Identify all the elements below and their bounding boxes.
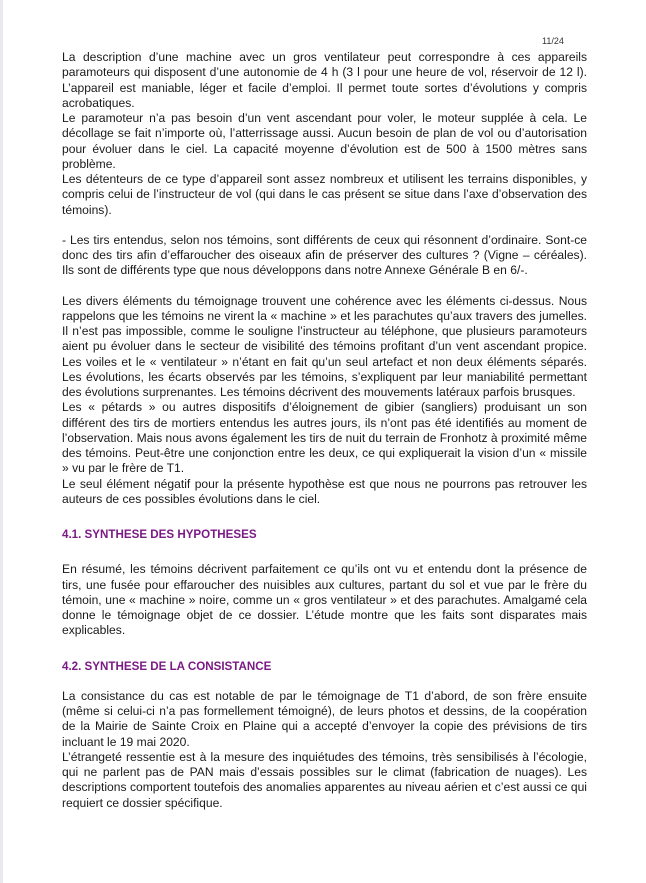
document-body — [62, 50, 587, 811]
paragraph-coherence: Les divers éléments du témoignage trouvent une cohérence avec les éléments ci-dessus. Nous rappelons que les témoins ne virent la « machine » et les parachutes qu’aux travers des jumelles. Il n’est pas impossible, comme le souligne l’instructeur au téléphone, que plusieurs paramoteurs aient pu évoluer dans le secteur de visibilité des témoins profitant d’un vent ascendant propice. Les voiles et le « ventilateur » n’étant en fait qu’un seul artefact et non deux éléments séparés. Les évolutions, les écarts observés par les témoins, s’expliquent par leur maniabilité permettant des évolutions surprenantes. Les témoins décrivent des mouvements latéraux parfois brusques. — [62, 293, 587, 399]
spacer — [62, 507, 587, 527]
paragraph-paramoteur-owners: Les détenteurs de ce type d’appareil sont assez nombreux et utilisent les terrains disponibles, y compris celui de l’instructeur de vol (qui dans le cas présent se situe dans l’axe d’observation des témoins). — [62, 172, 587, 217]
paragraph-consistance: La consistance du cas est notable de par le témoignage de T1 d’abord, de son frère ensuite (même si celui-ci n’a pas formellement témoigné), de leurs photos et dessins, de la coopération de la Mairie de Sainte Croix en Plaine qui a accepté d’envoyer la copie des prévisions de tirs incluant le 19 mai 2020. — [62, 688, 587, 749]
spacer — [62, 218, 587, 233]
spacer — [62, 674, 587, 689]
page-edge — [0, 0, 3, 883]
paragraph-paramoteur-flight: Le paramoteur n’a pas besoin d’un vent ascendant pour voler, le moteur supplée à cela. Le décollage se fait n’importe où, l’atterrissage aussi. Aucun besoin de plan de vol ou d’autorisation pour évoluer dans le ciel. La capacité moyenne d’évolution est de 500 à 1500 mètres sans problème. — [62, 111, 587, 171]
section-heading-synthese-hypotheses: 4.1. SYNTHESE DES HYPOTHESES — [62, 528, 257, 541]
paragraph-synthese-hypotheses: En résumé, les témoins décrivent parfaitement ce qu’ils ont vu et entendu dont la présence de tirs, une fusée pour effaroucher des nuisibles aux cultures, partant du sol et vue par le frère du témoin, une « machine » noire, comme un « gros ventilateur » et des parachutes. Amalgamé cela donne le témoignage objet de ce dossier. L’étude montre que les faits sont disparates mais explicables. — [62, 562, 587, 638]
page-number: 11/24 — [542, 36, 564, 46]
paragraph-negative-element: Le seul élément négatif pour la présente hypothèse est que nous ne pourrons pas retrouver les auteurs de ces possibles évolutions dans le ciel. — [62, 476, 587, 506]
paragraph-paramoteur-description: La description d’une machine avec un gros ventilateur peut correspondre à ces appareils paramoteurs qui disposent d’une autonomie de 4 h (3 l pour une heure de vol, réservoir de 12 l). L’appareil est maniable, léger et facile d’emploi. Il permet toute sortes d’évolutions y compris acrobatiques. — [62, 50, 587, 110]
paragraph-etrangete: L’étrangeté ressentie est à la mesure des inquiétudes des témoins, très sensibilisés à l’écologie, qui ne parlent pas de PAN mais d’essais possibles sur le climat (fabrication de nuages). Les descriptions comportent toutefois des anomalies apparentes au niveau aérien et c’est aussi ce qui requiert ce dossier spécifique. — [62, 749, 587, 810]
paragraph-tirs: - Les tirs entendus, selon nos témoins, sont différents de ceux qui résonnent d’ordinaire. Sont-ce donc des tirs afin d’effaroucher des oiseaux afin de préserver des cultures ? (Vigne – céréales). Ils sont de différents type que nous développons dans notre Annexe Générale B en 6/-. — [62, 232, 587, 278]
section-heading-synthese-consistance: 4.2. SYNTHESE DE LA CONSISTANCE — [62, 659, 272, 673]
spacer — [62, 279, 587, 294]
spacer — [62, 542, 587, 562]
paragraph-petards: Les « pétards » ou autres dispositifs d’éloignement de gibier (sangliers) produisant un son différent des tirs de mortiers entendus les autres jours, ils n’ont pas été identifiés au moment de l’observation. Mais nous avons également les tirs de nuit du terrain de Fronhotz à proximité même des témoins. Peut-être une conjonction entre les deux, ce qui expliquerait la vision d’un « missile » vu par le frère de T1. — [62, 400, 587, 476]
spacer — [62, 639, 587, 659]
